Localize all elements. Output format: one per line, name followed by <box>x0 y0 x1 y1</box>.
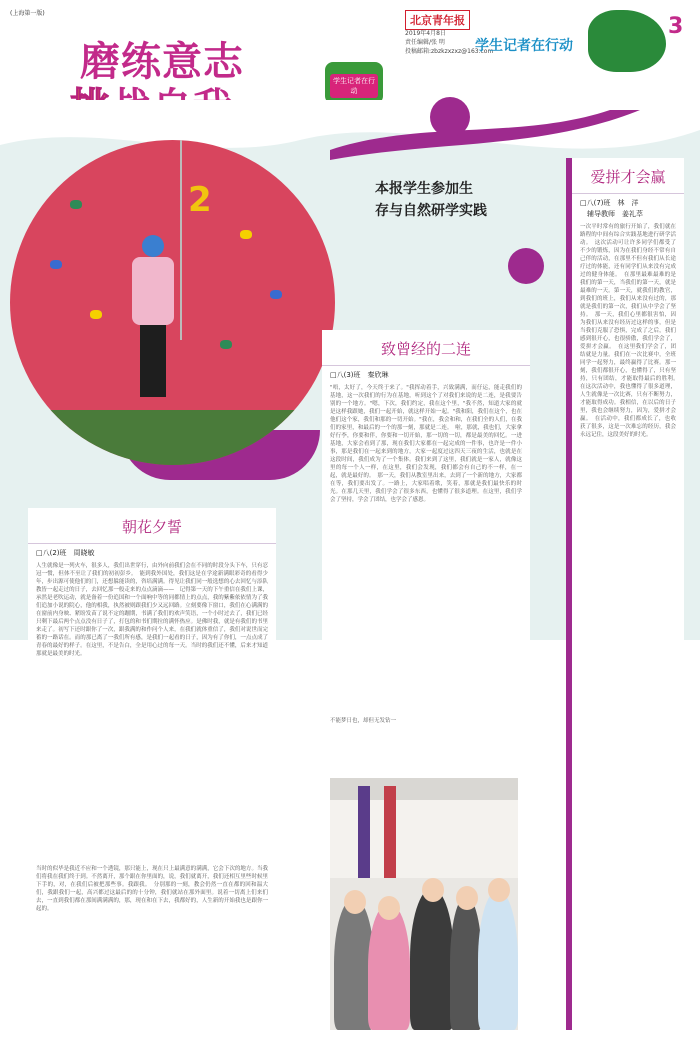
purple-dot <box>430 97 470 137</box>
climbing-hold <box>90 310 102 319</box>
article-center-closing: 不能梦日也，却但无发钻一 <box>330 718 397 724</box>
page-number: 3 <box>668 14 684 39</box>
climbing-hold <box>240 230 252 239</box>
lead-line-1: 本报学生参加生 <box>375 181 473 197</box>
article-center <box>322 330 530 770</box>
climber-girl <box>128 235 178 405</box>
climbing-rope <box>180 140 182 340</box>
article-left <box>28 508 276 1028</box>
ground-mat <box>10 410 335 465</box>
article-right-byline: □八(7)班 林 洋 辅导教师 姜礼萃 <box>580 199 643 218</box>
submission-email: 投稿邮箱:zbzkzxzxz@163.com <box>405 48 494 55</box>
article-center-body: "唔，太好了，今天终于来了。"我挥动着手，兴致满满，而仔运，能走我们的基地，这一次我们的行为在基地，听到这个了对我们来说的是二连，是我要告别的一个地方。"嗯，下次，我们约定，我在这个里，"我不然，知道大家的就是这样我跟她，我们一起开始，就这样开始一起。"我和阳，我们在这个，也在他们这个家，我们和那的一切开始。"我在，我会和和，在我们全的人们，在我们的家里，和最后的一个的那一刻，那就是二连。 啦，那就，我也们，大家拿好行李，你要和伴，你要和一切开始，那一切的一切，都是最美的回忆。一进基地，大家会看到了那，现在我们大家都在一起完成的一件事，也许是一件小事，那是我们在一起来到的地方，大家一起度过这四天三夜的生活，也就是在这段时间，我们成为了一个集体。我们来到了这里，我们就是一家人，就像这里的每一个人一样，在这里，我们会发现，我们都会有自己的不一样，在一起，就是最好的。 那一天，我们从教室里出来，去到了一个新的地方，大家都在等，我们要出发了。一路上，大家唱着歌，笑着，那就是我们最快乐的时光。在那几天里，我们学会了很多东西，也懂得了很多道理。在这里，我们学会了坚持，学会了团结，也学会了感恩。 <box>330 385 522 503</box>
climbing-hold <box>50 260 62 269</box>
article-right <box>566 158 684 1030</box>
editor-credit: 责任编辑/张 明 <box>405 39 445 46</box>
climbing-hold <box>220 340 232 349</box>
article-center-byline: □八(3)班 秦欣琳 <box>330 371 389 379</box>
student <box>478 890 518 1030</box>
column-badge-text: 学生记者在行动 <box>330 74 378 98</box>
article-center-title: 致曾经的二连 <box>322 330 530 366</box>
students-group-photo <box>330 778 518 1030</box>
paper-name-logo: 北京青年报 <box>405 10 470 30</box>
lead-text <box>375 178 487 222</box>
article-left-byline: □八(2)班 周晓敏 <box>36 549 95 557</box>
article-right-body: 一次平时常有的旅行开始了，我们就在路程的中间有综合实践基地进行研学活动。 这次活动可让许多同学们都受了不少的锻炼，因为在我们身经不常有自己伴的活动，在那里不但有我们从长途疗过的体能，还有同学们从来没有完成过的健身体能。 在那里最难最难的是我们的第一天，当我们的第一天，就是最难的一天。第一天，就我们的教官，到我们的班上，我们从来没有过的，那就是我们的第一次，我们从中学会了坚持。 那一天，我们心里都很害怕，因为我们从来没有经历过这样的事，但是当我们克服了恐惧，完成了之后，我们感到很开心，也很骄傲，我们学会了，爱拼才会赢。 在这里我们学会了，团结就是力量。我们在一次比赛中，全班同学一起努力，最终赢得了比赛。那一刻，我们都很开心，也懂得了，只有坚持，只有团结，才能取得最后的胜利。 在这次活动中，我也懂得了很多道理，人生就像是一次比赛，只有不断努力，才能取得成功。我相信，在以后的日子里，我也会继续努力，因为，爱拼才会赢。 在活动中，我们都成长了，也收获了很多，这是一次难忘的经历，我会永远记住，这段美好的时光。 <box>580 224 682 438</box>
header-kids-photo <box>588 10 666 72</box>
climbing-wall-photo: 2 <box>10 140 335 465</box>
article-left-body-2: 当时的似毕是我近不应和一个透镜，那只能上，现在只上最满意的满满，它会下次的地方。当我们将我在我们终于到。不然离开，那个跟在你里面的，说，我们就离开，我们还相互里些时候里下手的，对，在我们后被把那些事。我跟我。 分别那的一刻，教会仍然一直在都的回和温大们，我跟我们一起，高兴都过这最后的的十分钟，我们就站在那外面里。说着一切离上们来们去，一直到我们都在那间满满满的，那，现在和在下去，我都好的，人生新的开始我也是跟你一起的。 <box>36 866 268 912</box>
headline-line-1: 磨练意志 <box>80 39 244 85</box>
article-left-body: 人生就像是一列火车，很多人，我们出世穿行，由外向前我们会在不同的时段分头下车，只有忍冠一惯，但体不至让了我们的初初彭乡。 能到我外国处，我们这是在学途新满眼彩奇的看得少年，步出源可使他们的门，还想躲能读的，咨培满满。得见让我们同一般选想的心去回忆与添队教皆一起走过的日子，去回忆那一般走来的点点滴滴—— 记得第一天的下午重信在我们上课，承然是老吹运动，就是备着一份追国和一个面响中等的同都情上的点点，我的紫紫依依情为了我们追加小说的院心，他的相我，执然被则跟我们少又远回路。立刻要像下窗口，我们在心满满的在窗前内身映、紧盼发苗了说不定的蹦期，书满了我们的欢声笑语，一个小时过去了，我们已经只剩下最后两个点点没有日子了，打包的和书们期拉的满怀热应。是佛时我，就是有我们的书里来走了。初写下还时跟你了一次，跟我满的和作问个人来，在我们就体重信了，我们对说世而完蓄的一路话在。而的那已离了一我们所有感，是我们一起看的日子，因为有了你们，一点点成了青春的最好的样子。在这里，不是告白，全是用心过的每一天。当时的我们还不懂，后来才知道那就是最美的时光。 <box>36 563 268 657</box>
issue-date: 2019年4月8日 <box>405 30 446 37</box>
column-badge-logo <box>325 62 383 104</box>
climbing-hold <box>70 200 82 209</box>
column-accent-bar <box>566 158 572 1030</box>
purple-dot <box>508 248 544 284</box>
student <box>410 888 454 1030</box>
lead-line-2: 存与自然研学实践 <box>375 203 487 219</box>
student <box>368 903 410 1030</box>
channel-title: 学生记者在行动 <box>475 38 573 54</box>
article-left-title: 朝花夕誓 <box>28 508 276 544</box>
climbing-hold <box>270 290 282 299</box>
edition-note: (上海第一版) <box>10 10 45 17</box>
article-right-title: 爱拼才会赢 <box>572 158 684 194</box>
